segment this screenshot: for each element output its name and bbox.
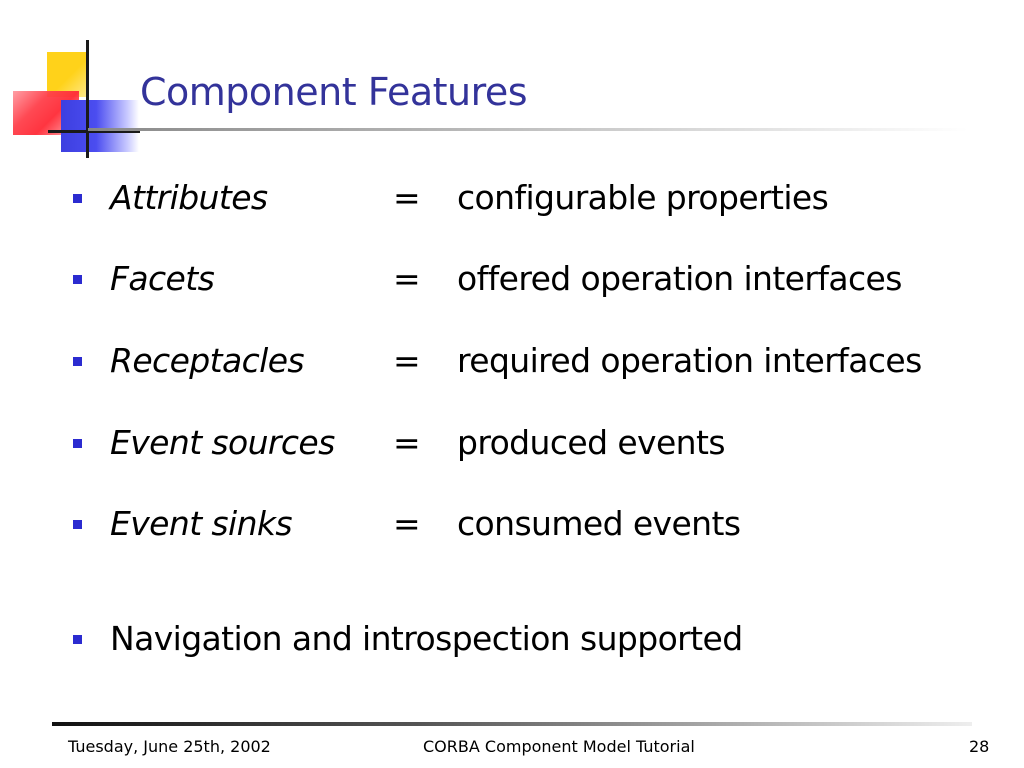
equals-sign: = — [393, 341, 421, 380]
equals-sign: = — [393, 423, 421, 462]
list-item — [0, 617, 1024, 665]
feature-definition: required operation interfaces — [457, 341, 922, 380]
list-item — [0, 257, 1024, 305]
list-item — [0, 421, 1024, 469]
square-bullet-icon — [73, 275, 82, 284]
square-bullet-icon — [73, 357, 82, 366]
square-bullet-icon — [73, 635, 82, 644]
feature-definition: configurable properties — [457, 178, 829, 217]
square-bullet-icon — [73, 520, 82, 529]
feature-term: Facets — [110, 259, 215, 298]
feature-term: Attributes — [110, 178, 268, 217]
slide-logo — [0, 0, 150, 160]
feature-term: Event sources — [110, 423, 335, 462]
list-item — [0, 339, 1024, 387]
square-bullet-icon — [73, 439, 82, 448]
equals-sign: = — [393, 504, 421, 543]
footer-divider — [52, 722, 972, 726]
footer-date: Tuesday, June 25th, 2002 — [68, 737, 271, 756]
title-underline — [88, 128, 968, 131]
feature-definition: consumed events — [457, 504, 741, 543]
footer-title: CORBA Component Model Tutorial — [423, 737, 695, 756]
footer-page-number: 28 — [969, 737, 990, 756]
square-bullet-icon — [73, 194, 82, 203]
feature-definition: produced events — [457, 423, 725, 462]
navigation-bullet-text: Navigation and introspection supported — [110, 619, 743, 658]
logo-vertical-line — [86, 40, 89, 158]
equals-sign: = — [393, 178, 421, 217]
feature-term: Event sinks — [110, 504, 293, 543]
slide-title: Component Features — [140, 70, 528, 114]
logo-blue-square — [61, 100, 139, 152]
feature-definition: offered operation interfaces — [457, 259, 902, 298]
list-item — [0, 502, 1024, 550]
list-item — [0, 176, 1024, 224]
feature-term: Receptacles — [110, 341, 304, 380]
equals-sign: = — [393, 259, 421, 298]
